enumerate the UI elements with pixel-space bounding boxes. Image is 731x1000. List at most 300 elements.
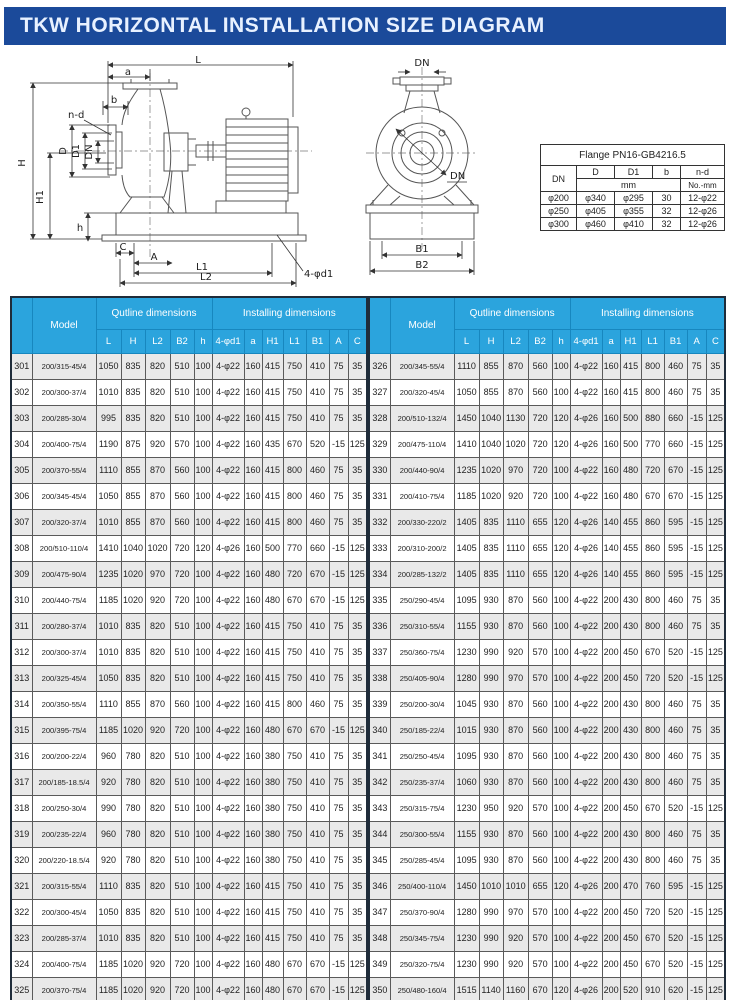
row-number-cell: 329 (369, 431, 390, 457)
value-cell: 35 (706, 743, 725, 769)
model-cell: 200/510-110/4 (32, 535, 96, 561)
dim-label-C: C (119, 242, 127, 253)
value-cell: 125 (706, 509, 725, 535)
value-cell: 75 (687, 717, 706, 743)
value-cell: 750 (283, 639, 306, 665)
value-cell: 4-φ22 (212, 457, 244, 483)
value-cell: 100 (194, 509, 212, 535)
table-row (11, 899, 367, 925)
value-cell: 570 (528, 925, 552, 951)
col-header-B1: B1 (664, 329, 687, 353)
row-number-cell: 319 (11, 821, 32, 847)
table-row (369, 457, 725, 483)
value-cell: 800 (641, 847, 664, 873)
value-cell: 670 (641, 639, 664, 665)
value-cell: -15 (329, 977, 348, 1000)
value-cell: 35 (348, 769, 367, 795)
value-cell: 430 (620, 691, 641, 717)
value-cell: 750 (283, 665, 306, 691)
value-cell: 1010 (503, 873, 528, 899)
table-row (369, 431, 725, 457)
table-row (541, 205, 725, 218)
value-cell: 800 (641, 821, 664, 847)
col-header-L: L (96, 329, 121, 353)
value-cell: 720 (641, 665, 664, 691)
table-row (11, 535, 367, 561)
value-cell: 455 (620, 535, 641, 561)
row-number-cell: 303 (11, 405, 32, 431)
value-cell: 75 (687, 353, 706, 379)
value-cell: 835 (121, 925, 145, 951)
table-row (11, 457, 367, 483)
value-cell: 160 (602, 457, 620, 483)
value-cell: 415 (262, 899, 283, 925)
row-number-cell: 314 (11, 691, 32, 717)
value-cell: 4-φ22 (212, 353, 244, 379)
value-cell: 1020 (479, 457, 503, 483)
value-cell: 800 (641, 379, 664, 405)
value-cell: 75 (329, 405, 348, 431)
row-number-cell: 318 (11, 795, 32, 821)
value-cell: 570 (528, 899, 552, 925)
col-header-L2: L2 (145, 329, 170, 353)
col-header-L1: L1 (283, 329, 306, 353)
value-cell: 1155 (454, 821, 479, 847)
value-cell: 1045 (454, 691, 479, 717)
value-cell: 1040 (479, 431, 503, 457)
value-cell: 655 (528, 873, 552, 899)
value-cell: 140 (602, 561, 620, 587)
value-cell: 990 (479, 951, 503, 977)
value-cell: 4-φ22 (212, 899, 244, 925)
value-cell: 670 (528, 977, 552, 1000)
value-cell: 120 (194, 535, 212, 561)
value-cell: 30 (653, 192, 681, 205)
table-row (11, 821, 367, 847)
table-row (369, 743, 725, 769)
value-cell: 1235 (96, 561, 121, 587)
value-cell: 560 (528, 769, 552, 795)
dim-label-DN: DN (84, 144, 95, 160)
col-header-h: h (552, 329, 570, 353)
value-cell: 460 (664, 821, 687, 847)
value-cell: 835 (121, 405, 145, 431)
value-cell: 100 (194, 873, 212, 899)
value-cell: 430 (620, 769, 641, 795)
value-cell: 75 (329, 613, 348, 639)
value-cell: 4-φ22 (212, 795, 244, 821)
model-cell: 200/315-45/4 (32, 353, 96, 379)
col-header-d1: 4-φd1 (212, 329, 244, 353)
value-cell: 100 (552, 769, 570, 795)
value-cell: 510 (170, 847, 194, 873)
value-cell: 410 (306, 925, 329, 951)
value-cell: 1130 (503, 405, 528, 431)
row-number-cell: 341 (369, 743, 390, 769)
value-cell: 160 (244, 925, 262, 951)
table-row (369, 977, 725, 1000)
row-number-cell: 302 (11, 379, 32, 405)
value-cell: 125 (706, 483, 725, 509)
value-cell: 4-φ22 (212, 977, 244, 1000)
dim-label-bolt-holes: 4-φd1 (304, 269, 334, 280)
value-cell: 4-φ22 (570, 587, 602, 613)
value-cell: 100 (194, 639, 212, 665)
value-cell: 870 (145, 691, 170, 717)
value-cell: 570 (528, 951, 552, 977)
model-cell: 200/235-22/4 (32, 821, 96, 847)
value-cell: 920 (503, 795, 528, 821)
value-cell: 800 (641, 691, 664, 717)
value-cell: 855 (121, 483, 145, 509)
value-cell: 670 (641, 483, 664, 509)
value-cell: 870 (503, 353, 528, 379)
value-cell: 880 (641, 405, 664, 431)
value-cell: 4-φ22 (212, 717, 244, 743)
dim-label-DN-bore: DN (450, 171, 466, 182)
value-cell: 820 (145, 613, 170, 639)
value-cell: 1280 (454, 665, 479, 691)
value-cell: 820 (145, 639, 170, 665)
value-cell: 820 (145, 821, 170, 847)
value-cell: 500 (262, 535, 283, 561)
row-number-cell: 326 (369, 353, 390, 379)
value-cell: 750 (283, 821, 306, 847)
value-cell: 1110 (96, 691, 121, 717)
value-cell: 125 (706, 561, 725, 587)
value-cell: 500 (620, 431, 641, 457)
table-row (369, 821, 725, 847)
value-cell: 780 (121, 769, 145, 795)
value-cell: 460 (306, 509, 329, 535)
model-cell: 200/325-45/4 (32, 665, 96, 691)
value-cell: 480 (262, 977, 283, 1000)
value-cell: 415 (262, 691, 283, 717)
value-cell: 570 (170, 431, 194, 457)
value-cell: -15 (687, 405, 706, 431)
value-cell: 800 (641, 613, 664, 639)
value-cell: 4-φ26 (570, 535, 602, 561)
model-cell: 250/250-45/4 (390, 743, 454, 769)
model-cell: 250/360-75/4 (390, 639, 454, 665)
value-cell: 100 (552, 613, 570, 639)
value-cell: 430 (620, 613, 641, 639)
value-cell: 970 (503, 665, 528, 691)
value-cell: 820 (145, 873, 170, 899)
value-cell: 1140 (479, 977, 503, 1000)
value-cell: 200 (602, 951, 620, 977)
value-cell: 1110 (454, 353, 479, 379)
value-cell: 480 (262, 717, 283, 743)
model-cell: 250/370-90/4 (390, 899, 454, 925)
value-cell: 410 (306, 743, 329, 769)
value-cell: 800 (641, 717, 664, 743)
value-cell: 800 (641, 769, 664, 795)
value-cell: 1015 (454, 717, 479, 743)
value-cell: 75 (329, 379, 348, 405)
row-number-cell: 315 (11, 717, 32, 743)
dim-label-h: h (76, 223, 84, 234)
value-cell: 4-φ22 (570, 847, 602, 873)
value-cell: 100 (552, 899, 570, 925)
value-cell: 560 (170, 509, 194, 535)
value-cell: 160 (244, 483, 262, 509)
value-cell: 510 (170, 769, 194, 795)
value-cell: 800 (283, 457, 306, 483)
table-row (369, 769, 725, 795)
value-cell: 835 (121, 665, 145, 691)
value-cell: 35 (348, 639, 367, 665)
value-cell: 510 (170, 795, 194, 821)
model-cell: 200/320-37/4 (32, 509, 96, 535)
value-cell: 595 (664, 873, 687, 899)
group-header-installing: Installing dimensions (570, 297, 725, 329)
value-cell: 125 (348, 717, 367, 743)
value-cell: 4-φ22 (570, 795, 602, 821)
value-cell: 560 (170, 483, 194, 509)
value-cell: 870 (145, 509, 170, 535)
table-row (369, 509, 725, 535)
value-cell: 670 (641, 795, 664, 821)
value-cell: 1010 (479, 873, 503, 899)
row-number-cell: 336 (369, 613, 390, 639)
value-cell: 1110 (503, 561, 528, 587)
table-row (541, 218, 725, 231)
value-cell: 75 (687, 691, 706, 717)
table-row (369, 353, 725, 379)
value-cell: 480 (262, 587, 283, 613)
value-cell: 870 (503, 691, 528, 717)
dimensions-table-right (368, 296, 726, 1000)
value-cell: 75 (329, 665, 348, 691)
table-row (11, 977, 367, 1000)
value-cell: 920 (145, 951, 170, 977)
value-cell: 4-φ22 (570, 483, 602, 509)
value-cell: 430 (620, 847, 641, 873)
model-cell: 250/290-45/4 (390, 587, 454, 613)
value-cell: 450 (620, 795, 641, 821)
value-cell: 35 (348, 483, 367, 509)
row-number-cell: 310 (11, 587, 32, 613)
value-cell: 820 (145, 743, 170, 769)
model-cell: 200/400-75/4 (32, 951, 96, 977)
value-cell: 870 (503, 821, 528, 847)
value-cell: 435 (262, 431, 283, 457)
value-cell: -15 (687, 925, 706, 951)
value-cell: 35 (348, 925, 367, 951)
value-cell: 670 (306, 717, 329, 743)
row-number-cell: 317 (11, 769, 32, 795)
value-cell: 430 (620, 587, 641, 613)
value-cell: 1410 (454, 431, 479, 457)
row-number-cell: 339 (369, 691, 390, 717)
value-cell: 780 (121, 821, 145, 847)
value-cell: 100 (194, 951, 212, 977)
col-header-A: A (687, 329, 706, 353)
value-cell: 35 (706, 769, 725, 795)
model-cell: 200/510-132/4 (390, 405, 454, 431)
value-cell: 4-φ22 (212, 587, 244, 613)
value-cell: 35 (706, 717, 725, 743)
value-cell: 1405 (454, 561, 479, 587)
value-cell: 560 (170, 691, 194, 717)
value-cell: 860 (641, 535, 664, 561)
table-row (11, 665, 367, 691)
value-cell: 125 (348, 951, 367, 977)
value-cell: 450 (620, 639, 641, 665)
value-cell: 125 (348, 535, 367, 561)
model-cell: 200/300-37/4 (32, 379, 96, 405)
value-cell: 100 (194, 977, 212, 1000)
value-cell: 415 (262, 665, 283, 691)
table-row (369, 847, 725, 873)
value-cell: 1010 (96, 509, 121, 535)
value-cell: 75 (329, 743, 348, 769)
model-cell: 200/315-55/4 (32, 873, 96, 899)
value-cell: 4-φ22 (212, 743, 244, 769)
value-cell: 4-φ22 (570, 769, 602, 795)
value-cell: 460 (306, 483, 329, 509)
value-cell: 750 (283, 613, 306, 639)
value-cell: 990 (479, 925, 503, 951)
group-header-outline: Qutline dimensions (96, 297, 212, 329)
value-cell: 990 (479, 639, 503, 665)
value-cell: 1020 (121, 977, 145, 1000)
value-cell: -15 (687, 977, 706, 1000)
value-cell: 720 (170, 587, 194, 613)
value-cell: 160 (244, 587, 262, 613)
value-cell: 820 (145, 925, 170, 951)
value-cell: 100 (552, 665, 570, 691)
value-cell: 75 (329, 639, 348, 665)
value-cell: 820 (145, 353, 170, 379)
value-cell: -15 (687, 873, 706, 899)
row-number-cell: 350 (369, 977, 390, 1000)
value-cell: 670 (283, 977, 306, 1000)
value-cell: 100 (194, 405, 212, 431)
value-cell: 620 (664, 977, 687, 1000)
value-cell: 410 (306, 899, 329, 925)
value-cell: 820 (145, 847, 170, 873)
model-cell: 200/330-220/2 (390, 509, 454, 535)
value-cell: 120 (552, 405, 570, 431)
value-cell: 835 (121, 873, 145, 899)
value-cell: 35 (348, 899, 367, 925)
value-cell: 4-φ22 (212, 691, 244, 717)
value-cell: 160 (244, 691, 262, 717)
dim-label-D1: D1 (71, 143, 82, 159)
value-cell: -15 (687, 795, 706, 821)
value-cell: 140 (602, 535, 620, 561)
value-cell: 4-φ22 (570, 925, 602, 951)
value-cell: 4-φ26 (570, 873, 602, 899)
value-cell: 510 (170, 873, 194, 899)
value-cell: 100 (194, 899, 212, 925)
value-cell: 455 (620, 509, 641, 535)
col-header-H1: H1 (620, 329, 641, 353)
value-cell: 510 (170, 353, 194, 379)
col-header-A: A (329, 329, 348, 353)
value-cell: 35 (706, 353, 725, 379)
row-number-cell: 337 (369, 639, 390, 665)
row-number-cell: 313 (11, 665, 32, 691)
value-cell: 160 (602, 483, 620, 509)
value-cell: 1095 (454, 743, 479, 769)
model-cell: 250/345-75/4 (390, 925, 454, 951)
model-cell: φ460 (577, 218, 615, 231)
value-cell: 415 (262, 457, 283, 483)
dim-label-L: L (195, 55, 201, 66)
row-number-cell: 316 (11, 743, 32, 769)
value-cell: 1095 (454, 587, 479, 613)
value-cell: -15 (687, 561, 706, 587)
model-cell: 200/280-37/4 (32, 613, 96, 639)
value-cell: 160 (244, 431, 262, 457)
col-header-B2: B2 (170, 329, 194, 353)
value-cell: 1020 (121, 561, 145, 587)
value-cell: 750 (283, 353, 306, 379)
value-cell: 870 (503, 717, 528, 743)
value-cell: 510 (170, 925, 194, 951)
value-cell: 950 (479, 795, 503, 821)
value-cell: -15 (329, 717, 348, 743)
row-number-cell: 347 (369, 899, 390, 925)
value-cell: 160 (244, 561, 262, 587)
table-row (11, 717, 367, 743)
value-cell: 4-φ22 (212, 769, 244, 795)
value-cell: 35 (706, 613, 725, 639)
dim-label-L1: L1 (196, 262, 208, 273)
value-cell: 75 (329, 483, 348, 509)
value-cell: 1010 (96, 379, 121, 405)
model-cell: 200/475-90/4 (32, 561, 96, 587)
table-row (369, 873, 725, 899)
value-cell: 4-φ22 (212, 431, 244, 457)
col-header-a: a (244, 329, 262, 353)
value-cell: 510 (170, 665, 194, 691)
value-cell: 750 (283, 873, 306, 899)
value-cell: 4-φ22 (212, 639, 244, 665)
value-cell: 200 (602, 821, 620, 847)
value-cell: 4-φ22 (212, 821, 244, 847)
value-cell: 870 (145, 457, 170, 483)
value-cell: 920 (503, 951, 528, 977)
value-cell: 200 (602, 899, 620, 925)
table-row (11, 925, 367, 951)
model-cell: 250/400-110/4 (390, 873, 454, 899)
value-cell: 415 (262, 639, 283, 665)
value-cell: 720 (528, 431, 552, 457)
flange-table (540, 144, 725, 231)
value-cell: 480 (262, 951, 283, 977)
model-cell: 200/320-45/4 (390, 379, 454, 405)
row-number-cell: 346 (369, 873, 390, 899)
col-header-L: L (454, 329, 479, 353)
value-cell: 1110 (96, 457, 121, 483)
model-cell: 200/345-55/4 (390, 353, 454, 379)
value-cell: 800 (283, 509, 306, 535)
row-number-cell: 335 (369, 587, 390, 613)
value-cell: 750 (283, 899, 306, 925)
value-cell: 4-φ22 (570, 639, 602, 665)
value-cell: 125 (706, 535, 725, 561)
value-cell: 100 (194, 925, 212, 951)
dim-label-n-d: n-d (68, 110, 85, 121)
value-cell: 35 (348, 353, 367, 379)
value-cell: 655 (528, 509, 552, 535)
value-cell: 930 (479, 717, 503, 743)
value-cell: 1050 (96, 353, 121, 379)
